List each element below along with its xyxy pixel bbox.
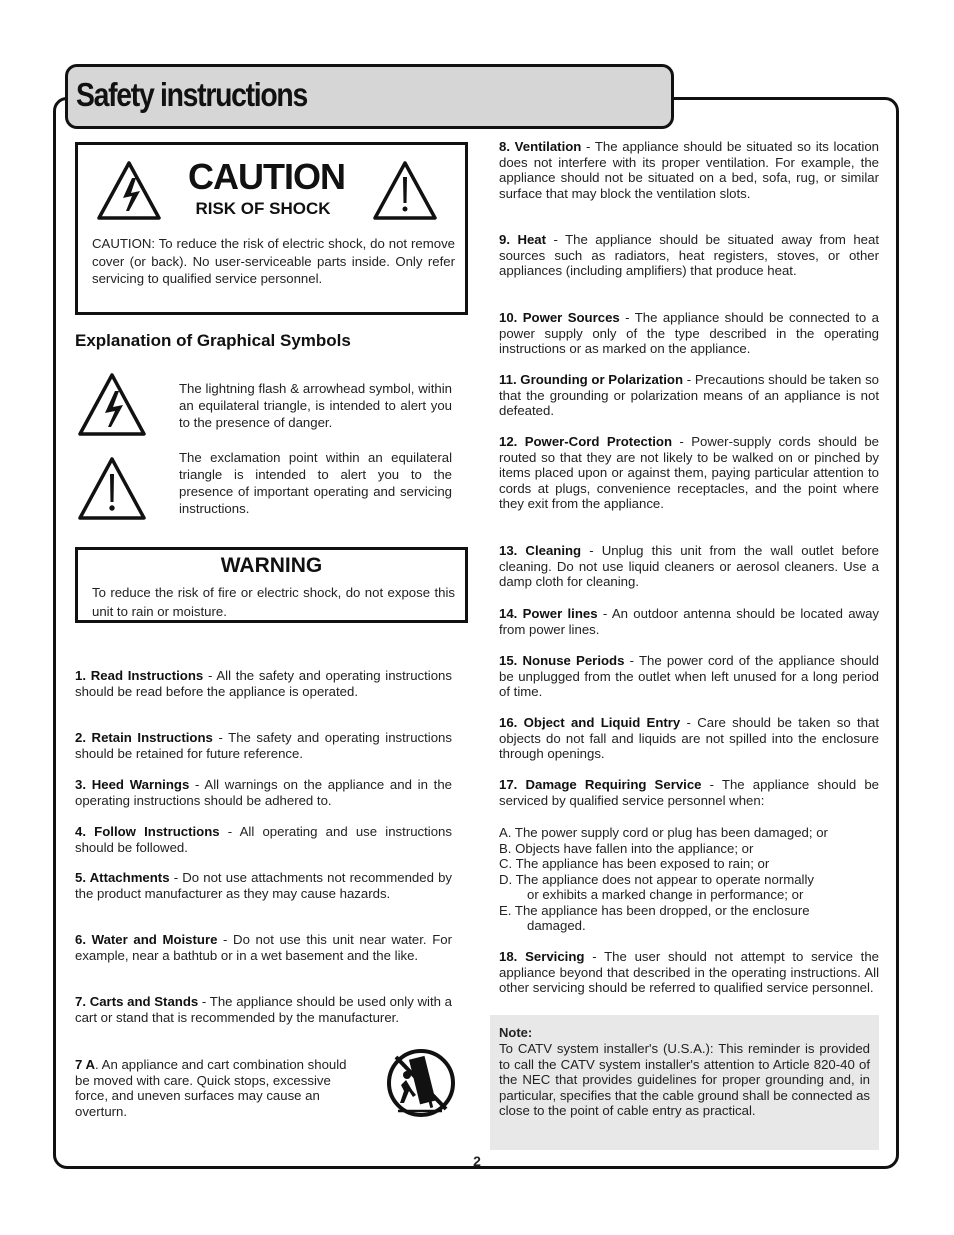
list-item: 8. Ventilation - The appliance should be situated so its location does not interfere with its proper ventilation. For example, the appliance should not be situated on a bed, sofa, rug, or similar surface that may block the ventilation slots. (499, 139, 880, 201)
note-title: Note: (499, 1025, 533, 1040)
caution-text: CAUTION: To reduce the risk of electric shock, do not remove cover (or back). No user-serviceable parts inside. Only refer servicing to qualified service personnel. (92, 236, 455, 286)
list-item: C. The appliance has been exposed to rain; or (499, 856, 770, 871)
list-item: 15. Nonuse Periods - The power cord of the appliance should be unplugged from the outlet when left unused for a long period of time. (499, 653, 879, 700)
list-item: 9. Heat - The appliance should be situated away from heat sources such as radiators, heat registers, stoves, or other appliances (including amplifiers) that produce heat. (499, 232, 880, 279)
caution-title: CAUTION (188, 156, 345, 197)
list-item: 1. Read Instructions - All the safety and operating instructions should be read before the appliance is operated. (75, 668, 452, 699)
list-item: 7 A. An appliance and cart combination should be moved with care. Quick stops, excessive force, and uneven surfaces may cause an overturn. (75, 1057, 347, 1119)
list-item: 10. Power Sources - The appliance should be connected to a power supply only of the type described in the operating instructions or as marked on the appliance. (499, 310, 879, 357)
caution-subtitle: RISK OF SHOCK (195, 199, 331, 218)
list-item: A. The power supply cord or plug has been damaged; or (499, 825, 828, 840)
list-item: E. The appliance has been dropped, or the enclosure (499, 903, 810, 918)
list-item: 16. Object and Liquid Entry - Care should be taken so that objects do not fall and liquids are not spilled into the enclosure through openings. (499, 715, 879, 762)
warning-text: To reduce the risk of fire or electric shock, do not expose this unit to rain or moisture. (92, 585, 455, 619)
title-tab (65, 64, 674, 129)
symbols-heading: Explanation of Graphical Symbols (75, 331, 351, 350)
list-item: 11. Grounding or Polarization - Precautions should be taken so that the grounding or polarization means of an appliance is not defeated. (499, 372, 879, 419)
list-item: 17. Damage Requiring Service - The appliance should be serviced by qualified service personnel when: (499, 777, 879, 808)
list-item: 2. Retain Instructions - The safety and operating instructions should be retained for future reference. (75, 730, 452, 761)
list-item: D. The appliance does not appear to operate normally (499, 872, 814, 887)
warning-box (75, 547, 468, 623)
warning-title: WARNING (220, 554, 323, 577)
page-number: 2 (473, 1153, 481, 1169)
note-text: To CATV system installer's (U.S.A.): This reminder is provided to call the CATV system installer's attention to Article 820-40 of the NEC that provides guidelines for proper grounding and, in particular, specifies that the cable ground shall be connected as close to the point of cable entry as practical. (499, 1041, 870, 1119)
lightning-symbol-text: The lightning flash & arrowhead symbol, within an equilateral triangle, is intended to alert you to the presence of danger. (179, 381, 452, 430)
list-item: 6. Water and Moisture - Do not use this unit near water. For example, near a bathtub or in a wet basement and the like. (75, 932, 452, 963)
cart-tipover-warning-icon (386, 1045, 456, 1121)
list-item: 4. Follow Instructions - All operating and use instructions should be followed. (75, 824, 452, 855)
list-item: damaged. (527, 918, 586, 933)
lightning-triangle-icon (77, 372, 147, 438)
page-title: Safety instructions (76, 76, 307, 113)
list-item: B. Objects have fallen into the appliance; or (499, 841, 754, 856)
list-item: 12. Power-Cord Protection - Power-supply cords should be routed so that they are not likely to be walked on or pinched by items placed upon or against them, paying particular attention to cords at plugs, convenience receptacles, and the point where they exit from the appliance. (499, 434, 879, 512)
note-box (490, 1015, 879, 1150)
list-item: 14. Power lines - An outdoor antenna should be located away from power lines. (499, 606, 879, 637)
lightning-triangle-icon (96, 160, 162, 222)
list-item: 5. Attachments - Do not use attachments not recommended by the product manufacturer as they may cause hazards. (75, 870, 452, 901)
exclamation-triangle-icon (372, 160, 438, 222)
exclamation-triangle-icon (77, 456, 147, 522)
caution-box (75, 142, 468, 315)
list-item: or exhibits a marked change in performance; or (527, 887, 804, 902)
list-item: 7. Carts and Stands - The appliance should be used only with a cart or stand that is recommended by the manufacturer. (75, 994, 452, 1025)
list-item: 18. Servicing - The user should not attempt to service the appliance beyond that described in the operating instructions. All other servicing should be referred to qualified service personnel. (499, 949, 879, 996)
exclamation-symbol-text: The exclamation point within an equilateral triangle is intended to alert you to the presence of important operating and servicing instructions. (179, 450, 452, 516)
list-item: 13. Cleaning - Unplug this unit from the wall outlet before cleaning. Do not use liquid cleaners or aerosol cleaners. Use a damp cloth for cleaning. (499, 543, 879, 590)
list-item: 3. Heed Warnings - All warnings on the appliance and in the operating instructions should be adhered to. (75, 777, 452, 808)
caution-heading (188, 156, 345, 219)
